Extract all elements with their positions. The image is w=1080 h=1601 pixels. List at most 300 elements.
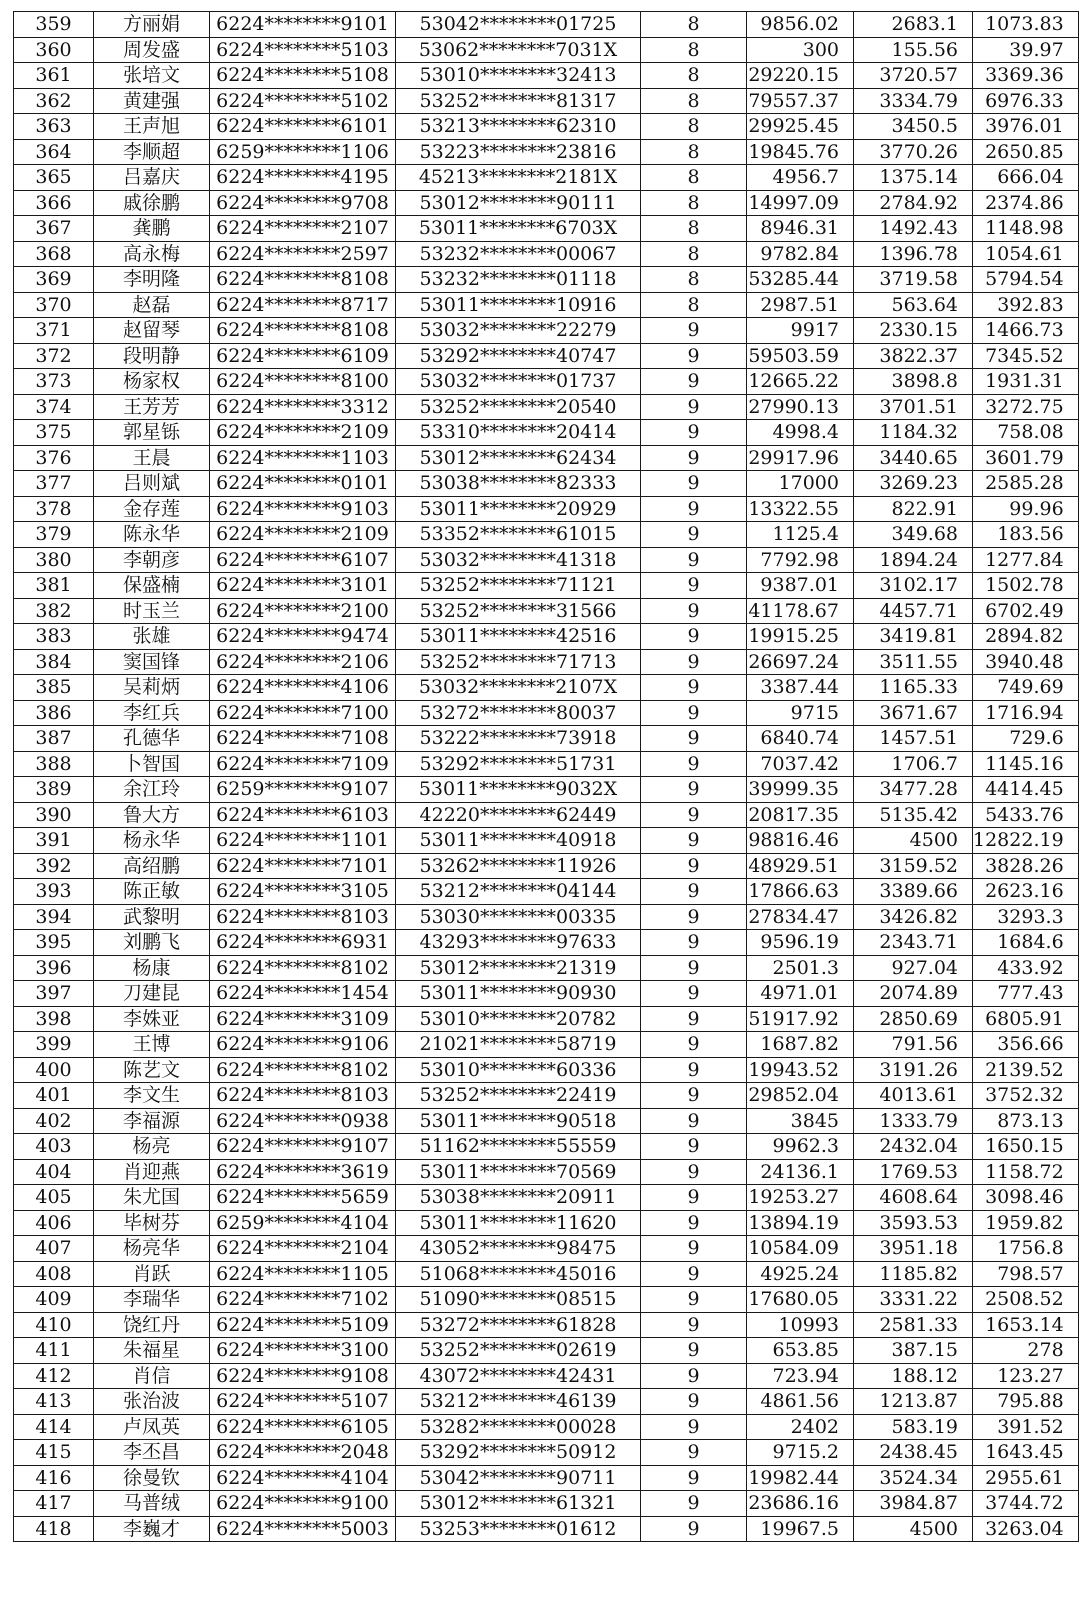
group-cell: 9	[641, 777, 747, 803]
table-row	[14, 981, 1079, 1007]
amount2-cell: 1492.43	[854, 216, 973, 242]
amount-cell: 19915.25	[747, 624, 854, 650]
bank-card-cell: 6224********0938	[210, 1108, 396, 1134]
id-number-cell: 53252********22419	[396, 1083, 641, 1109]
group-cell: 9	[641, 1312, 747, 1338]
name-cell: 陈永华	[94, 522, 210, 548]
bank-card-cell: 6224********5107	[210, 1389, 396, 1415]
table-row	[14, 445, 1079, 471]
name-cell: 朱福星	[94, 1338, 210, 1364]
amount3-cell: 1650.15	[973, 1134, 1079, 1160]
id-number-cell: 51162********55559	[396, 1134, 641, 1160]
name-cell: 杨康	[94, 955, 210, 981]
id-number-cell: 53252********31566	[396, 598, 641, 624]
amount-cell: 7792.98	[747, 547, 854, 573]
row-number-cell: 412	[14, 1363, 94, 1389]
group-cell: 8	[641, 267, 747, 293]
bank-card-cell: 6224********2109	[210, 522, 396, 548]
row-number-cell: 372	[14, 343, 94, 369]
id-number-cell: 53232********00067	[396, 241, 641, 267]
amount-cell: 19253.27	[747, 1185, 854, 1211]
bank-card-cell: 6224********7108	[210, 726, 396, 752]
name-cell: 马普绒	[94, 1491, 210, 1517]
group-cell: 8	[641, 12, 747, 38]
name-cell: 李顺超	[94, 139, 210, 165]
table-row	[14, 1338, 1079, 1364]
group-cell: 9	[641, 624, 747, 650]
amount-cell: 79557.37	[747, 88, 854, 114]
amount3-cell: 795.88	[973, 1389, 1079, 1415]
amount3-cell: 1684.6	[973, 930, 1079, 956]
row-number-cell: 373	[14, 369, 94, 395]
group-cell: 9	[641, 726, 747, 752]
row-number-cell: 386	[14, 700, 94, 726]
row-number-cell: 410	[14, 1312, 94, 1338]
amount2-cell: 3898.8	[854, 369, 973, 395]
amount2-cell: 3334.79	[854, 88, 973, 114]
bank-card-cell: 6224********8108	[210, 267, 396, 293]
name-cell: 李明隆	[94, 267, 210, 293]
table-row	[14, 216, 1079, 242]
name-cell: 肖信	[94, 1363, 210, 1389]
amount2-cell: 2438.45	[854, 1440, 973, 1466]
amount-cell: 48929.51	[747, 853, 854, 879]
bank-card-cell: 6224********1454	[210, 981, 396, 1007]
row-number-cell: 381	[14, 573, 94, 599]
amount2-cell: 3440.65	[854, 445, 973, 471]
row-number-cell: 385	[14, 675, 94, 701]
table-row	[14, 241, 1079, 267]
amount3-cell: 6702.49	[973, 598, 1079, 624]
amount-cell: 1125.4	[747, 522, 854, 548]
bank-card-cell: 6224********9708	[210, 190, 396, 216]
group-cell: 9	[641, 1236, 747, 1262]
amount-cell: 3387.44	[747, 675, 854, 701]
table-row	[14, 1210, 1079, 1236]
id-number-cell: 53272********80037	[396, 700, 641, 726]
amount2-cell: 4500	[854, 828, 973, 854]
table-row	[14, 930, 1079, 956]
group-cell: 9	[641, 369, 747, 395]
amount3-cell: 777.43	[973, 981, 1079, 1007]
amount3-cell: 39.97	[973, 37, 1079, 63]
row-number-cell: 411	[14, 1338, 94, 1364]
group-cell: 9	[641, 547, 747, 573]
name-cell: 李福源	[94, 1108, 210, 1134]
name-cell: 余江玲	[94, 777, 210, 803]
row-number-cell: 388	[14, 751, 94, 777]
row-number-cell: 371	[14, 318, 94, 344]
id-number-cell: 53042********90711	[396, 1465, 641, 1491]
row-number-cell: 374	[14, 394, 94, 420]
bank-card-cell: 6224********4195	[210, 165, 396, 191]
amount2-cell: 1894.24	[854, 547, 973, 573]
row-number-cell: 401	[14, 1083, 94, 1109]
group-cell: 9	[641, 343, 747, 369]
name-cell: 吴莉炳	[94, 675, 210, 701]
row-number-cell: 390	[14, 802, 94, 828]
group-cell: 9	[641, 573, 747, 599]
amount2-cell: 387.15	[854, 1338, 973, 1364]
table-row	[14, 267, 1079, 293]
name-cell: 毕树芬	[94, 1210, 210, 1236]
table-row	[14, 802, 1079, 828]
amount3-cell: 1653.14	[973, 1312, 1079, 1338]
id-number-cell: 53253********01612	[396, 1516, 641, 1542]
bank-card-cell: 6224********5102	[210, 88, 396, 114]
row-number-cell: 393	[14, 879, 94, 905]
table-row	[14, 1185, 1079, 1211]
bank-card-cell: 6224********2107	[210, 216, 396, 242]
table-row	[14, 1236, 1079, 1262]
amount-cell: 9715.2	[747, 1440, 854, 1466]
bank-card-cell: 6224********4104	[210, 1465, 396, 1491]
name-cell: 张治波	[94, 1389, 210, 1415]
table-row	[14, 1312, 1079, 1338]
bank-card-cell: 6224********9101	[210, 12, 396, 38]
row-number-cell: 396	[14, 955, 94, 981]
bank-card-cell: 6224********4106	[210, 675, 396, 701]
bank-card-cell: 6224********2597	[210, 241, 396, 267]
table-row	[14, 1159, 1079, 1185]
amount3-cell: 1145.16	[973, 751, 1079, 777]
amount-cell: 19967.5	[747, 1516, 854, 1542]
table-row	[14, 1134, 1079, 1160]
amount-cell: 9917	[747, 318, 854, 344]
table-row	[14, 547, 1079, 573]
table-row	[14, 726, 1079, 752]
table-row	[14, 1465, 1079, 1491]
name-cell: 窦国锋	[94, 649, 210, 675]
name-cell: 刘鹏飞	[94, 930, 210, 956]
amount2-cell: 3671.67	[854, 700, 973, 726]
id-number-cell: 42220********62449	[396, 802, 641, 828]
id-number-cell: 53030********00335	[396, 904, 641, 930]
name-cell: 王博	[94, 1032, 210, 1058]
amount-cell: 4925.24	[747, 1261, 854, 1287]
name-cell: 戚徐鹏	[94, 190, 210, 216]
table-row	[14, 1261, 1079, 1287]
bank-card-cell: 6224********3312	[210, 394, 396, 420]
amount3-cell: 1643.45	[973, 1440, 1079, 1466]
group-cell: 9	[641, 700, 747, 726]
amount2-cell: 2784.92	[854, 190, 973, 216]
amount-cell: 29917.96	[747, 445, 854, 471]
id-number-cell: 53232********01118	[396, 267, 641, 293]
group-cell: 9	[641, 930, 747, 956]
amount3-cell: 391.52	[973, 1414, 1079, 1440]
table-row	[14, 63, 1079, 89]
row-number-cell: 395	[14, 930, 94, 956]
amount2-cell: 349.68	[854, 522, 973, 548]
bank-card-cell: 6224********5659	[210, 1185, 396, 1211]
id-number-cell: 53310********20414	[396, 420, 641, 446]
bank-card-cell: 6259********1106	[210, 139, 396, 165]
amount3-cell: 123.27	[973, 1363, 1079, 1389]
bank-card-cell: 6224********3105	[210, 879, 396, 905]
id-number-cell: 53352********61015	[396, 522, 641, 548]
amount3-cell: 1073.83	[973, 12, 1079, 38]
name-cell: 李文生	[94, 1083, 210, 1109]
amount2-cell: 3524.34	[854, 1465, 973, 1491]
table-row	[14, 1414, 1079, 1440]
bank-card-cell: 6224********5103	[210, 37, 396, 63]
row-number-cell: 366	[14, 190, 94, 216]
name-cell: 肖迎燕	[94, 1159, 210, 1185]
bank-card-cell: 6224********6103	[210, 802, 396, 828]
table-row	[14, 700, 1079, 726]
group-cell: 9	[641, 1491, 747, 1517]
name-cell: 杨永华	[94, 828, 210, 854]
id-number-cell: 53213********62310	[396, 114, 641, 140]
amount-cell: 29925.45	[747, 114, 854, 140]
row-number-cell: 368	[14, 241, 94, 267]
group-cell: 9	[641, 904, 747, 930]
amount-cell: 19845.76	[747, 139, 854, 165]
name-cell: 李朝彦	[94, 547, 210, 573]
row-number-cell: 406	[14, 1210, 94, 1236]
amount2-cell: 3984.87	[854, 1491, 973, 1517]
group-cell: 8	[641, 139, 747, 165]
group-cell: 9	[641, 1210, 747, 1236]
amount3-cell: 1756.8	[973, 1236, 1079, 1262]
amount-cell: 9856.02	[747, 12, 854, 38]
amount2-cell: 4457.71	[854, 598, 973, 624]
name-cell: 郭星铄	[94, 420, 210, 446]
id-number-cell: 43072********42431	[396, 1363, 641, 1389]
id-number-cell: 53223********23816	[396, 139, 641, 165]
row-number-cell: 379	[14, 522, 94, 548]
amount-cell: 4998.4	[747, 420, 854, 446]
id-number-cell: 53012********90111	[396, 190, 641, 216]
table-row	[14, 88, 1079, 114]
bank-card-cell: 6224********1101	[210, 828, 396, 854]
id-number-cell: 53252********81317	[396, 88, 641, 114]
row-number-cell: 364	[14, 139, 94, 165]
amount3-cell: 5794.54	[973, 267, 1079, 293]
amount2-cell: 1185.82	[854, 1261, 973, 1287]
bank-card-cell: 6259********4104	[210, 1210, 396, 1236]
group-cell: 9	[641, 981, 747, 1007]
name-cell: 陈正敏	[94, 879, 210, 905]
amount-cell: 27990.13	[747, 394, 854, 420]
amount3-cell: 749.69	[973, 675, 1079, 701]
id-number-cell: 53011********42516	[396, 624, 641, 650]
amount3-cell: 99.96	[973, 496, 1079, 522]
name-cell: 王晨	[94, 445, 210, 471]
name-cell: 保盛楠	[94, 573, 210, 599]
table-row	[14, 1389, 1079, 1415]
amount-cell: 6840.74	[747, 726, 854, 752]
group-cell: 8	[641, 292, 747, 318]
row-number-cell: 408	[14, 1261, 94, 1287]
name-cell: 王声旭	[94, 114, 210, 140]
amount-cell: 13322.55	[747, 496, 854, 522]
table-row	[14, 649, 1079, 675]
table-row	[14, 522, 1079, 548]
amount3-cell: 1502.78	[973, 573, 1079, 599]
bank-card-cell: 6224********8102	[210, 955, 396, 981]
amount-cell: 4861.56	[747, 1389, 854, 1415]
id-number-cell: 53252********02619	[396, 1338, 641, 1364]
amount-cell: 2402	[747, 1414, 854, 1440]
group-cell: 9	[641, 1185, 747, 1211]
amount-cell: 29852.04	[747, 1083, 854, 1109]
group-cell: 9	[641, 1516, 747, 1542]
amount3-cell: 2508.52	[973, 1287, 1079, 1313]
name-cell: 赵留琴	[94, 318, 210, 344]
bank-card-cell: 6224********3109	[210, 1006, 396, 1032]
bank-card-cell: 6224********9108	[210, 1363, 396, 1389]
row-number-cell: 380	[14, 547, 94, 573]
table-row	[14, 1006, 1079, 1032]
name-cell: 金存莲	[94, 496, 210, 522]
bank-card-cell: 6224********7101	[210, 853, 396, 879]
bank-card-cell: 6224********5003	[210, 1516, 396, 1542]
row-number-cell: 360	[14, 37, 94, 63]
bank-card-cell: 6224********1105	[210, 1261, 396, 1287]
row-number-cell: 378	[14, 496, 94, 522]
name-cell: 鲁大方	[94, 802, 210, 828]
amount3-cell: 2139.52	[973, 1057, 1079, 1083]
group-cell: 8	[641, 190, 747, 216]
row-number-cell: 398	[14, 1006, 94, 1032]
amount2-cell: 4500	[854, 1516, 973, 1542]
id-number-cell: 53272********61828	[396, 1312, 641, 1338]
bank-card-cell: 6224********0101	[210, 471, 396, 497]
id-number-cell: 53062********7031X	[396, 37, 641, 63]
row-number-cell: 383	[14, 624, 94, 650]
bank-card-cell: 6224********6101	[210, 114, 396, 140]
id-number-cell: 51068********45016	[396, 1261, 641, 1287]
group-cell: 9	[641, 318, 747, 344]
amount-cell: 4971.01	[747, 981, 854, 1007]
row-number-cell: 404	[14, 1159, 94, 1185]
row-number-cell: 394	[14, 904, 94, 930]
row-number-cell: 375	[14, 420, 94, 446]
table-row	[14, 471, 1079, 497]
name-cell: 李丕昌	[94, 1440, 210, 1466]
amount2-cell: 3269.23	[854, 471, 973, 497]
amount2-cell: 563.64	[854, 292, 973, 318]
amount2-cell: 1706.7	[854, 751, 973, 777]
table-row	[14, 165, 1079, 191]
group-cell: 9	[641, 1159, 747, 1185]
bank-card-cell: 6224********8102	[210, 1057, 396, 1083]
id-number-cell: 45213********2181X	[396, 165, 641, 191]
name-cell: 段明静	[94, 343, 210, 369]
name-cell: 卜智国	[94, 751, 210, 777]
id-number-cell: 53011********9032X	[396, 777, 641, 803]
amount2-cell: 1457.51	[854, 726, 973, 752]
name-cell: 李巍才	[94, 1516, 210, 1542]
table-row	[14, 904, 1079, 930]
id-number-cell: 53012********62434	[396, 445, 641, 471]
id-number-cell: 53011********10916	[396, 292, 641, 318]
group-cell: 8	[641, 114, 747, 140]
id-number-cell: 53012********21319	[396, 955, 641, 981]
id-number-cell: 53032********2107X	[396, 675, 641, 701]
group-cell: 9	[641, 1287, 747, 1313]
table-row	[14, 853, 1079, 879]
row-number-cell: 409	[14, 1287, 94, 1313]
amount-cell: 723.94	[747, 1363, 854, 1389]
group-cell: 8	[641, 216, 747, 242]
table-row	[14, 1363, 1079, 1389]
name-cell: 朱尤国	[94, 1185, 210, 1211]
amount-cell: 24136.1	[747, 1159, 854, 1185]
row-number-cell: 416	[14, 1465, 94, 1491]
amount3-cell: 798.57	[973, 1261, 1079, 1287]
name-cell: 黄建强	[94, 88, 210, 114]
bank-card-cell: 6224********6931	[210, 930, 396, 956]
amount3-cell: 2585.28	[973, 471, 1079, 497]
amount3-cell: 3263.04	[973, 1516, 1079, 1542]
id-number-cell: 53252********71713	[396, 649, 641, 675]
group-cell: 9	[641, 1083, 747, 1109]
group-cell: 9	[641, 1363, 747, 1389]
bank-card-cell: 6224********3101	[210, 573, 396, 599]
group-cell: 8	[641, 165, 747, 191]
name-cell: 饶红丹	[94, 1312, 210, 1338]
group-cell: 9	[641, 802, 747, 828]
id-number-cell: 53212********46139	[396, 1389, 641, 1415]
id-number-cell: 53038********20911	[396, 1185, 641, 1211]
row-number-cell: 407	[14, 1236, 94, 1262]
row-number-cell: 362	[14, 88, 94, 114]
amount2-cell: 3511.55	[854, 649, 973, 675]
amount2-cell: 4013.61	[854, 1083, 973, 1109]
amount2-cell: 5135.42	[854, 802, 973, 828]
amount-cell: 9962.3	[747, 1134, 854, 1160]
table-row	[14, 777, 1079, 803]
name-cell: 方丽娟	[94, 12, 210, 38]
table-row	[14, 955, 1079, 981]
group-cell: 9	[641, 675, 747, 701]
name-cell: 吕则斌	[94, 471, 210, 497]
name-cell: 李红兵	[94, 700, 210, 726]
table-row	[14, 751, 1079, 777]
group-cell: 9	[641, 828, 747, 854]
name-cell: 卢凤英	[94, 1414, 210, 1440]
amount-cell: 9387.01	[747, 573, 854, 599]
amount3-cell: 3976.01	[973, 114, 1079, 140]
group-cell: 9	[641, 1389, 747, 1415]
amount-cell: 2501.3	[747, 955, 854, 981]
amount3-cell: 183.56	[973, 522, 1079, 548]
amount3-cell: 5433.76	[973, 802, 1079, 828]
id-number-cell: 53032********22279	[396, 318, 641, 344]
amount2-cell: 1769.53	[854, 1159, 973, 1185]
amount3-cell: 3098.46	[973, 1185, 1079, 1211]
id-number-cell: 53010********60336	[396, 1057, 641, 1083]
table-row	[14, 139, 1079, 165]
name-cell: 杨家权	[94, 369, 210, 395]
amount3-cell: 3940.48	[973, 649, 1079, 675]
row-number-cell: 391	[14, 828, 94, 854]
row-number-cell: 361	[14, 63, 94, 89]
amount2-cell: 3770.26	[854, 139, 973, 165]
amount2-cell: 2343.71	[854, 930, 973, 956]
id-number-cell: 53011********20929	[396, 496, 641, 522]
amount2-cell: 188.12	[854, 1363, 973, 1389]
table-row	[14, 1083, 1079, 1109]
amount3-cell: 12822.19	[973, 828, 1079, 854]
amount-cell: 19982.44	[747, 1465, 854, 1491]
row-number-cell: 376	[14, 445, 94, 471]
group-cell: 9	[641, 1006, 747, 1032]
amount2-cell: 155.56	[854, 37, 973, 63]
